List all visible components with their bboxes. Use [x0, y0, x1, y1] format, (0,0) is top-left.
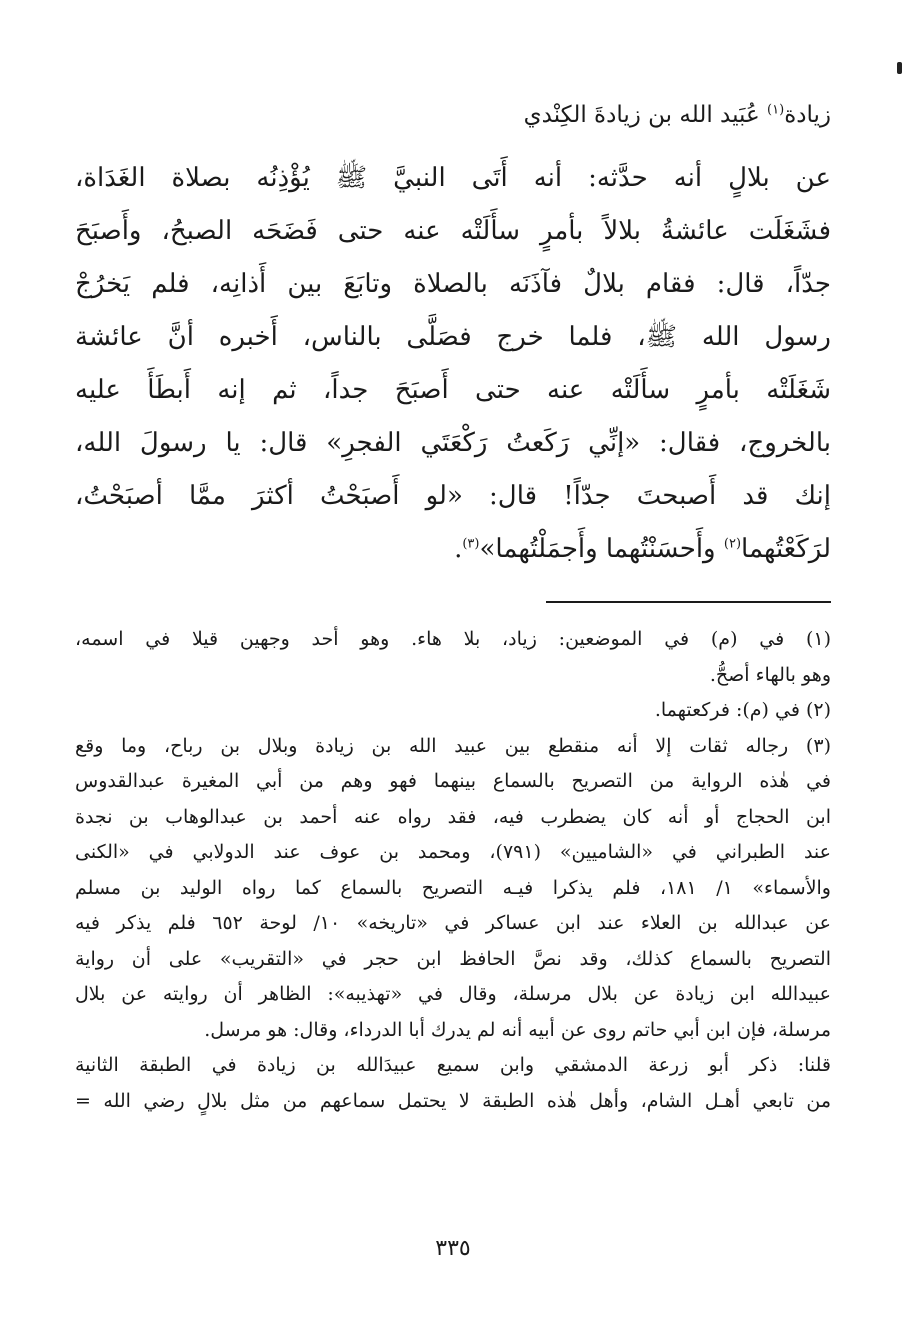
footnote-2-line: (٢) في (م): فركعتهما. [654, 699, 831, 721]
hadith-line: بالخروج، فقال: «إنِّي رَكَعتُ رَكْعَتَي الفجرِ» قال: يا رسولَ الله، [75, 428, 831, 458]
hadith-text [75, 152, 831, 576]
footnote-ref-3: (٣) [462, 536, 480, 552]
footnote-3-line: التصريح بالسماع كذلك، وقد نصَّ الحافظ ابن حجر في «التقريب» على أن رواية [75, 947, 831, 970]
heading-prefix: زيادة [784, 102, 831, 128]
footnote-3-line: مرسلة، فإن ابن أبي حاتم روى عن أبيه أنه لم يدرك أبا الدرداء، وقال: هو مرسل. [204, 1018, 831, 1041]
footnote-3-line: في هٰذه الرواية من التصريح بالسماع بينهما فهو وهم من أبي المغيرة عبدالقدوس [75, 770, 831, 792]
footnote-3-line: عند الطبراني في «الشاميين» (٧٩١)، ومحمد بن عوف عند الدولابي في «الكنى [75, 841, 831, 863]
hadith-line: إنك قد أَصبحتَ جدّاً! قال: «لو أَصبَحْتُ أكثرَ ممَّا أصبَحْتُ، [75, 481, 831, 511]
footnote-1-line: (١) في (م) في الموضعين: زياد، بلا هاء. وهو أحد وجهين قيلا في اسمه، [75, 628, 831, 650]
footnote-1-line: وهو بالهاء أصحُّ. [709, 663, 831, 686]
footnote-ref-1: (١) [767, 102, 785, 118]
footnote-3-line: عن عبدالله بن العلاء عند ابن عساكر في «تاريخه» ١٠/ لوحة ٦٥٢ فلم يذكر فيه [75, 912, 831, 934]
footnote-4-line: من تابعي أهـل الشام، وأهل هٰذه الطبقة لا يحتمل سماعهم من مثل بلالٍ رضي الله = [75, 1089, 831, 1112]
hadith-line: جدّاً، قال: فقام بلالٌ فآذَنَه بالصلاة وتابَعَ بين أَذانِه، فلم يَخرُجْ [75, 269, 831, 299]
footnote-4-line: قلنا: ذكر أبو زرعة الدمشقي وابن سميع عبيدَالله بن زيادة في الطبقة الثانية [75, 1054, 831, 1076]
footnote-3-line: عبيدالله ابن زيادة عن بلال مرسلة، وقال في «تهذيبه»: الظاهر أن روايته عن بلال [75, 983, 831, 1005]
footnote-3-line: (٣) رجاله ثقات إلا أنه منقطع بين عبيد الله بن زيادة وبلال بن رباح، وما وقع [75, 734, 831, 757]
section-heading [75, 98, 831, 132]
hadith-last-b: وأَحسَنْتُهما وأَجمَلْتُهما» [479, 534, 724, 564]
hadith-line: رسول الله ﷺ، فلما خرج فصَلَّى بالناس، أَخبره أنَّ عائشة [75, 322, 831, 352]
heading-name: عُبَيد الله بن زيادةَ الكِنْدي [523, 102, 768, 128]
footnote-3-line: ابن الحجاج أو أنه كان يضطرب فيه، فقد رواه عنه أحمد بن عبدالوهاب بن نجدة [75, 805, 831, 828]
hadith-line: شَغَلَتْه بأمرٍ سأَلَتْه عنه حتى أَصبَحَ جداً، ثم إنه أَبطَأَ عليه [75, 375, 831, 405]
footnotes [75, 622, 831, 1119]
footnote-3-line: والأسماء» ١/ ١٨١، فلم يذكرا فيـه التصريح بالسماع كما رواه الوليد بن مسلم [75, 876, 831, 899]
hadith-line-last [75, 523, 831, 576]
hadith-last-a: لرَكَعْتُهما [741, 534, 831, 564]
hadith-line: فشَغَلَت عائشةُ بلالاً بأمرٍ سأَلَتْه عنه حتى فَضَحَه الصبحُ، وأَصبَحَ [75, 216, 831, 246]
footnote-ref-2: (٢) [723, 536, 742, 552]
hadith-line: عن بلالٍ أنه حدَّثه: أنه أَتَى النبيَّ ﷺ يُؤْذِنُه بصلاة الغَدَاة، [75, 163, 831, 193]
scan-mark [897, 62, 902, 74]
footnote-separator [546, 601, 831, 603]
page-number: ٣٣٥ [435, 1236, 471, 1261]
hadith-last-end: . [454, 534, 463, 564]
